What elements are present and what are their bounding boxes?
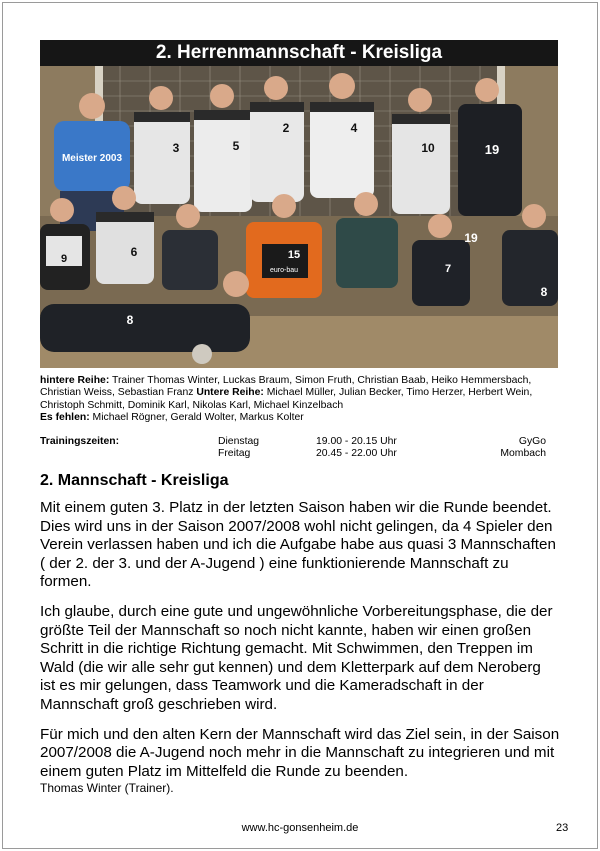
training-day: Freitag <box>218 448 251 459</box>
training-times-col <box>316 436 397 460</box>
jersey-number: 19 <box>484 142 500 157</box>
training-label: Trainingszeiten: <box>40 436 120 447</box>
training-time: 19.00 - 20.15 Uhr <box>316 436 397 447</box>
training-days <box>218 436 259 460</box>
training-day: Dienstag <box>218 436 260 447</box>
jersey-number: 7 <box>444 263 452 275</box>
training-time: 20.45 - 22.00 Uhr <box>316 448 397 459</box>
article-paragraph: Für mich und den alten Kern der Mannschaft wird das Ziel sein, in der Saison 2007/2008 die A-Jugend noch mehr in die Mannschaft zu integrieren und mit einem guten Platz im Mittelfeld die Runde zu beenden. <box>40 725 560 780</box>
caption-front-names: Michael Müller, Julian Becker, Timo Herzer, Herbert Wein, Christoph Schmitt, Dominik Karl, Nikolas Karl, Michael Kinzelbach <box>40 387 533 411</box>
training-place: Mombach <box>500 448 546 459</box>
jersey-number: 9 <box>60 253 68 265</box>
page-title: 2. Herrenmannschaft - Kreisliga <box>40 40 558 66</box>
caption-missing-label: Es fehlen: <box>40 412 90 424</box>
jersey-number: 2 <box>282 121 290 135</box>
photo-caption <box>40 375 558 425</box>
footer-url: www.hc-gonsenheim.de <box>241 822 359 834</box>
jersey-number: 5 <box>232 139 240 153</box>
caption-back-names: Trainer Thomas Winter, Luckas Braum, Simon Fruth, Christian Baab, Heiko Hemmersbach, Christian Weiss, Sebastian Franz <box>40 375 532 399</box>
goalkeeper-shirt-text: euro-bau <box>269 267 299 274</box>
article-paragraph: Mit einem guten 3. Platz in der letzten Saison haben wir die Runde beendet. Dies wird uns in der Saison 2007/2008 wohl nicht gelingen, da 4 Spieler den Verein verlassen haben und ich die Aufgabe habe aus quasi 3 Mannschaften ( der 2. der 3. und der A-Jugend ) eine funktionierende Mannschaft zu formen. <box>40 499 556 591</box>
caption-back-label: hintere Reihe: <box>40 375 110 386</box>
article-heading: 2. Mannschaft - Kreisliga <box>40 472 229 489</box>
trainer-shirt-text: Meister 2003 <box>61 153 123 164</box>
jersey-number: 19 <box>464 231 478 245</box>
jersey-number: 3 <box>172 141 180 155</box>
jersey-number: 8 <box>540 285 548 299</box>
jersey-number: 6 <box>130 245 138 259</box>
caption-front-label: Untere Reihe: <box>196 387 264 399</box>
jersey-number: 8 <box>126 313 134 327</box>
caption-missing-names: Michael Rögner, Gerald Wolter, Markus Kolter <box>89 412 304 424</box>
article-body <box>40 499 560 795</box>
training-places <box>500 436 546 460</box>
training-place: GyGo <box>518 436 546 447</box>
jersey-number: 10 <box>421 141 435 155</box>
team-photo <box>40 66 558 368</box>
article-signature: Thomas Winter (Trainer). <box>40 781 174 796</box>
page-number: 23 <box>556 822 569 834</box>
article-paragraph: Ich glaube, durch eine gute und ungewöhnliche Vorbereitungsphase, die der größte Teil der Mannschaft so noch nicht kannte, haben wir einen großen Schritt in die richtige Richtung gemacht. Mit Schwimmen, den Treppen im Wald (die wir alle sehr gut kennen) und dem Kletterpark auf dem Neroberg ist es mir gelungen, dass Teamwork und die Kameradschaft in der Mannschaft groß geschrieben wird. <box>40 602 553 713</box>
jersey-number: 4 <box>350 121 358 135</box>
team-photo-illustration <box>40 66 558 368</box>
jersey-number: 15 <box>287 249 301 261</box>
